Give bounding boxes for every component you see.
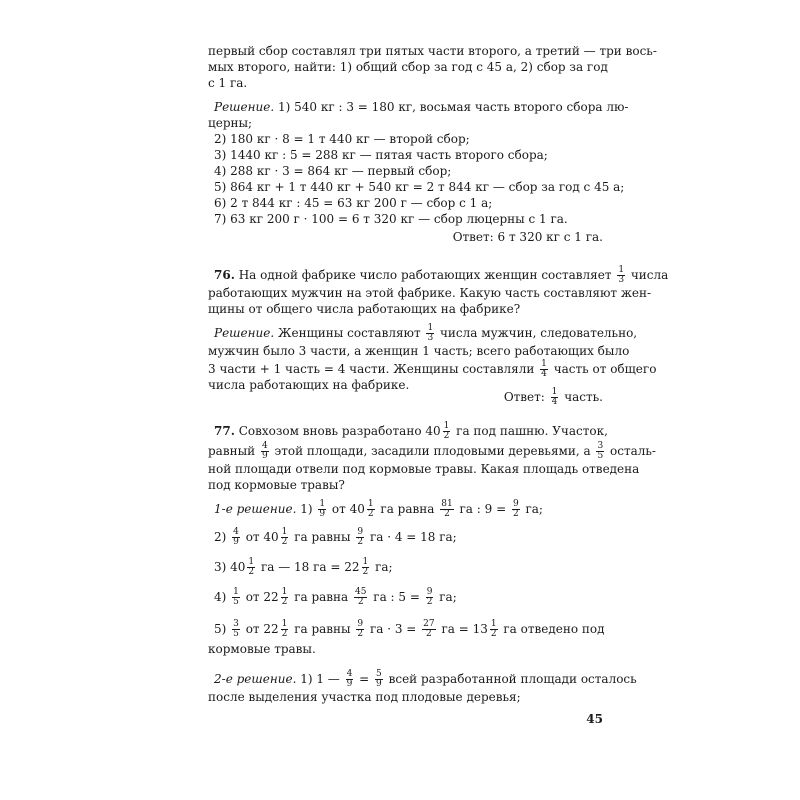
fraction: $\frac{1}{2}$: [281, 527, 288, 547]
fraction: $\frac{1}{2}$: [490, 619, 497, 639]
solution-77-step-5: 5) $\frac{3}{5}$ от 22 $\frac{1}{2}$ га равны $\frac{9}{2}$ га · 3 = $\frac{27}{2}$ га = 13 $\frac{1}{2}$ га отведено под: [214, 619, 605, 639]
fraction: $\frac{3}{5}$: [233, 619, 239, 639]
solution-75-step-7: 7) 63 кг 200 г · 100 = 6 т 320 кг — сбор люцерны с 1 га.: [214, 212, 568, 226]
fraction: $\frac{1}{4}$: [551, 387, 558, 407]
fraction: $\frac{81}{2}$: [441, 499, 453, 519]
fraction: $\frac{1}{2}$: [281, 619, 288, 639]
fraction: $\frac{1}{2}$: [367, 499, 374, 519]
fraction: $\frac{4}{9}$: [346, 669, 353, 689]
fraction: $\frac{1}{3}$: [427, 323, 434, 343]
solution-label: Решение.: [214, 100, 275, 114]
fraction: $\frac{1}{5}$: [233, 587, 239, 607]
book-page: [208, 44, 669, 744]
solution-76-line-1: Решение. Женщины составляют $\frac{1}{3}$ числа мужчин, следовательно,: [214, 323, 638, 343]
fraction: $\frac{1}{2}$: [443, 421, 450, 441]
page-number: 45: [586, 712, 603, 726]
solution-77-alt-step-1b: после выделения участка под плодовые деревья;: [208, 690, 521, 704]
solution-label: 1-е решение.: [214, 502, 297, 516]
solution-76-line-3: 3 части + 1 часть = 4 части. Женщины составляли $\frac{1}{4}$ часть от общего: [208, 359, 657, 379]
solution-77-alt-step-1: 2-е решение. 1) 1 — $\frac{4}{9}$ = $\frac{5}{9}$ всей разработанной площади осталось: [214, 669, 637, 689]
fraction: $\frac{9}{2}$: [512, 499, 519, 519]
fraction: $\frac{1}{4}$: [541, 359, 547, 379]
solution-76-line-4: числа работающих на фабрике.: [208, 378, 410, 392]
solution-75-line-1b: церны;: [208, 116, 253, 130]
fraction: $\frac{4}{9}$: [261, 441, 268, 461]
problem-77-line-2: равный $\frac{4}{9}$ этой площади, засадили плодовыми деревьями, а $\frac{3}{5}$ осталь-: [208, 441, 656, 461]
problem-number: 76.: [214, 268, 235, 282]
intro-line-2: мых второго, найти: 1) общий сбор за год с 45 а, 2) сбор за год: [208, 60, 608, 74]
fraction: $\frac{9}{2}$: [426, 587, 433, 607]
intro-line-3: с 1 га.: [208, 76, 248, 90]
fraction: $\frac{5}{9}$: [376, 669, 382, 689]
problem-77-line-1: 77. Совхозом вновь разработано 40 $\frac{1}{2}$ га под пашню. Участок,: [214, 421, 608, 441]
solution-75-line-1: Решение. 1) 540 кг : 3 = 180 кг, восьмая часть второго сбора лю-: [214, 100, 629, 114]
solution-75-step-3: 3) 1440 кг : 5 = 288 кг — пятая часть второго сбора;: [214, 148, 548, 162]
fraction: $\frac{45}{2}$: [355, 587, 367, 607]
solution-75-step-4: 4) 288 кг · 3 = 864 кг — первый сбор;: [214, 164, 452, 178]
solution-75-step-2: 2) 180 кг · 8 = 1 т 440 кг — второй сбор;: [214, 132, 470, 146]
problem-76-line-2: работающих мужчин на этой фабрике. Какую часть составляют жен-: [208, 286, 652, 300]
fraction: $\frac{27}{2}$: [423, 619, 435, 639]
fraction: $\frac{1}{2}$: [281, 587, 288, 607]
problem-76-line-3: щины от общего числа работающих на фабрике?: [208, 302, 521, 316]
solution-77-step-4: 4) $\frac{1}{5}$ от 22 $\frac{1}{2}$ га равна $\frac{45}{2}$ га : 5 = $\frac{9}{2}$ га;: [214, 587, 457, 607]
problem-77-line-4: под кормовые травы?: [208, 478, 345, 492]
fraction: $\frac{1}{2}$: [248, 557, 255, 577]
problem-77-line-3: ной площади отвели под кормовые травы. Какая площадь отведена: [208, 462, 640, 476]
solution-75-step-5: 5) 864 кг + 1 т 440 кг + 540 кг = 2 т 844 кг — сбор за год с 45 а;: [214, 180, 625, 194]
solution-76-answer: Ответ: $\frac{1}{4}$ часть.: [503, 387, 603, 407]
solution-75-step-6: 6) 2 т 844 кг : 45 = 63 кг 200 г — сбор с 1 а;: [214, 196, 493, 210]
solution-75-answer: Ответ: 6 т 320 кг с 1 га.: [452, 230, 603, 244]
fraction: $\frac{9}{2}$: [357, 619, 364, 639]
fraction: $\frac{3}{5}$: [597, 441, 604, 461]
solution-label: 2-е решение.: [214, 672, 297, 686]
solution-label: Решение.: [214, 326, 275, 340]
fraction: $\frac{4}{9}$: [233, 527, 239, 547]
fraction: $\frac{9}{2}$: [357, 527, 364, 547]
solution-76-line-2: мужчин было 3 части, а женщин 1 часть; всего работающих было: [208, 344, 630, 358]
fraction: $\frac{1}{9}$: [319, 499, 326, 519]
problem-76-line-1: 76. На одной фабрике число работающих женщин составляет $\frac{1}{3}$ числа: [214, 265, 669, 285]
solution-77-step-3: 3) 40 $\frac{1}{2}$ га — 18 га = 22 $\frac{1}{2}$ га;: [214, 557, 393, 577]
fraction: $\frac{1}{3}$: [618, 265, 625, 285]
solution-77-step-2: 2) $\frac{4}{9}$ от 40 $\frac{1}{2}$ га равны $\frac{9}{2}$ га · 4 = 18 га;: [214, 527, 457, 547]
solution-77-step-5b: кормовые травы.: [208, 642, 316, 656]
intro-line-1: первый сбор составлял три пятых части второго, а третий — три вось-: [208, 44, 657, 58]
solution-77-step-1: 1-е решение. 1) $\frac{1}{9}$ от 40 $\frac{1}{2}$ га равна $\frac{81}{2}$ га : 9 = $\frac{9}{2}$ га;: [214, 499, 543, 519]
problem-number: 77.: [214, 424, 235, 438]
fraction: $\frac{1}{2}$: [362, 557, 369, 577]
